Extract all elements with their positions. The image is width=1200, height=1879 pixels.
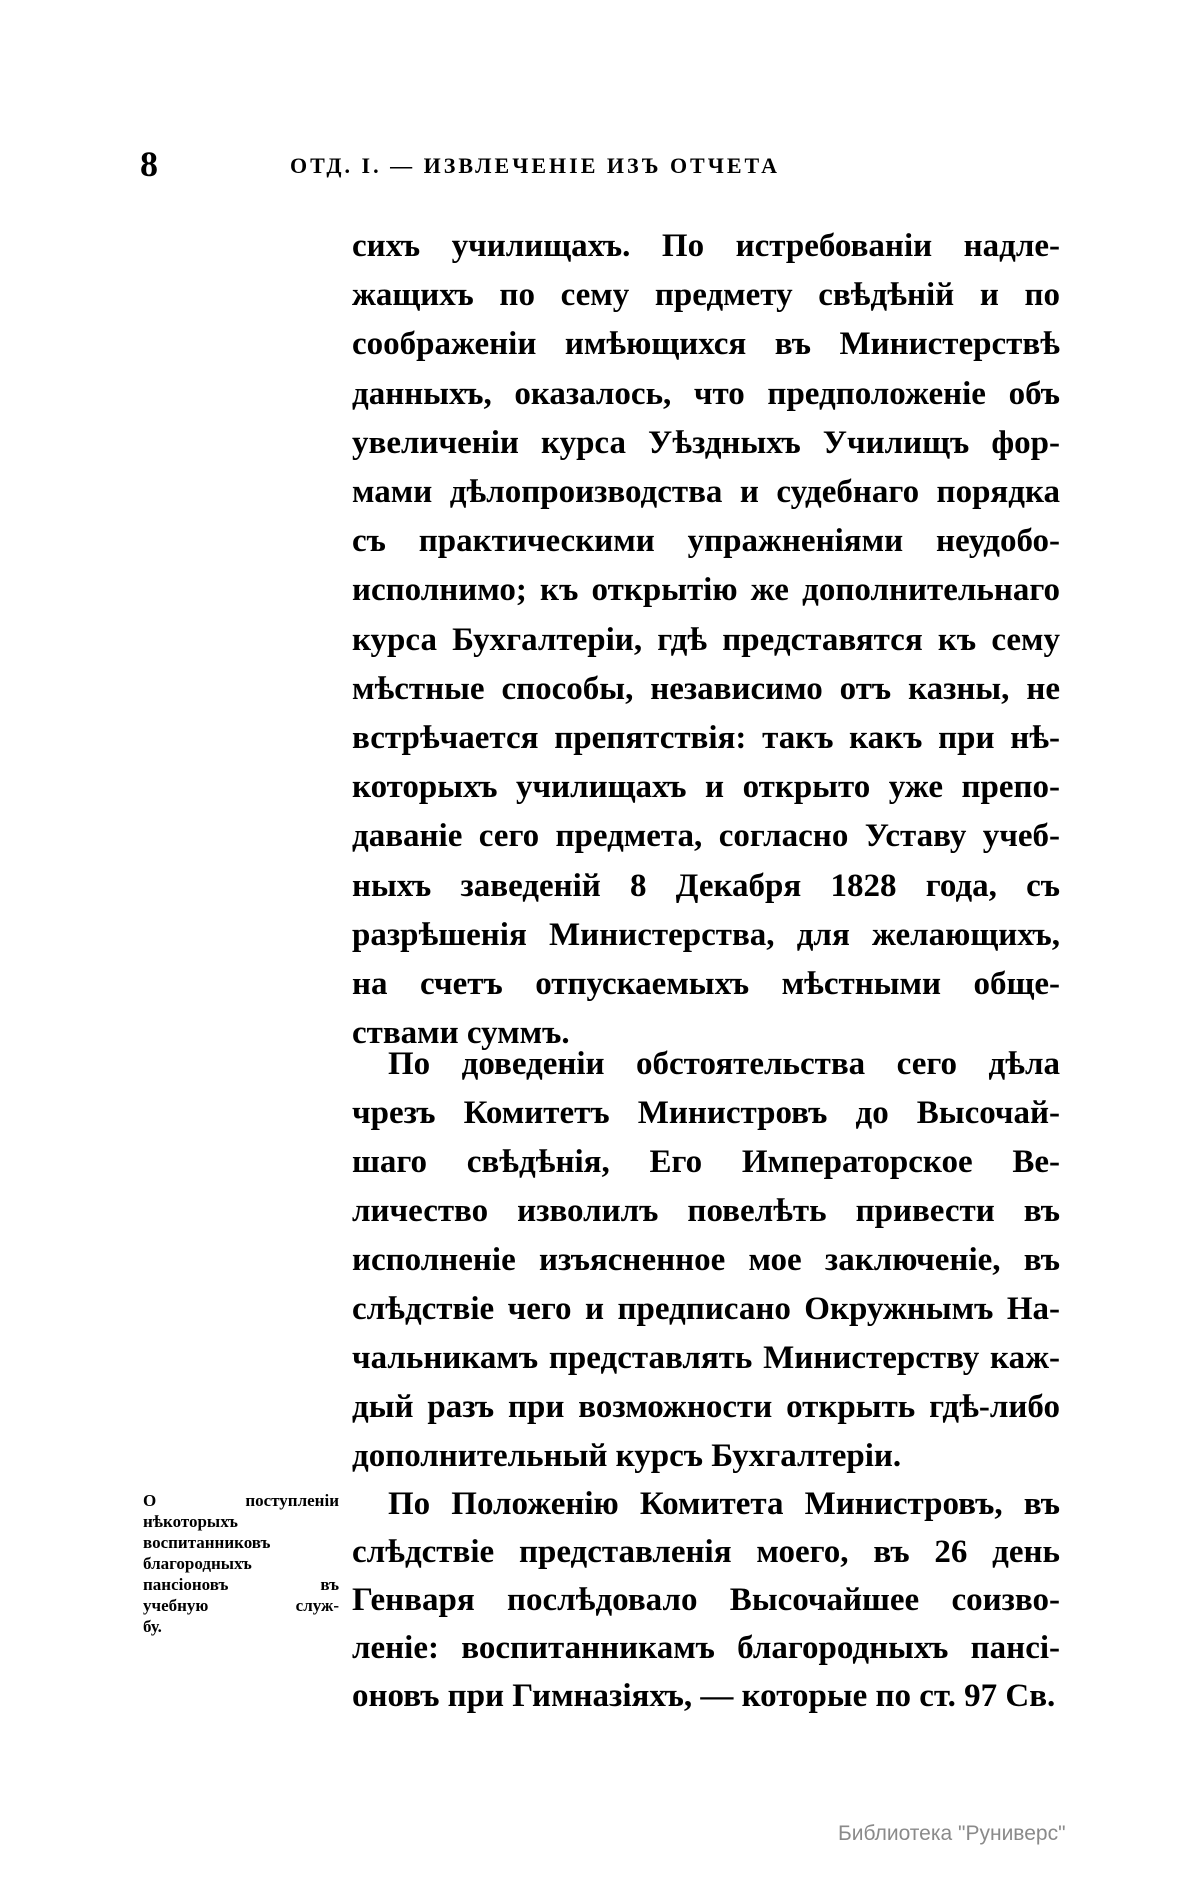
text-line: По доведеніи обстоятельства сего дѣла [388,1046,1060,1082]
text-line: По Положенію Комитета Министровъ, въ [388,1486,1060,1522]
text-line: встрѣчается препятствія: такъ какъ при нѣ- [352,720,1060,756]
text-line: данныхъ, оказалось, что предположеніе объ [352,375,1060,412]
running-title: ОТД. I. — ИЗВЛЕЧЕНІЕ ИЗЪ ОТЧЕТА [290,153,781,178]
page-number: 8 [140,144,158,184]
text-line: исполнимо; къ открытію же дополнительнаго [352,572,1060,609]
margin-note [143,1490,339,1637]
text-line: съ практическими упражненіями неудобо- [352,523,1060,560]
margin-note-line: благородныхъ [143,1554,252,1573]
text-line: увеличеніи курса Уѣздныхъ Училищъ фор- [352,424,1060,461]
text-line: даваніе сего предмета, согласно Уставу учеб- [352,818,1060,855]
text-line: разрѣшенія Министерства, для желающихъ, [352,916,1060,953]
text-line: мами дѣлопроизводства и судебнаго порядка [352,474,1060,510]
margin-note-line: бу. [143,1617,162,1636]
text-line: курса Бухгалтеріи, гдѣ представятся къ сему [352,621,1060,658]
margin-note-line: О поступленіи [143,1491,339,1510]
text-line: оновъ при Гимназіяхъ, — которые по ст. 97 Св. [352,1678,1056,1714]
text-line: слѣдствіе чего и предписано Окружнымъ На- [352,1291,1060,1327]
text-line: мѣстные способы, независимо отъ казны, не [352,670,1060,707]
text-line: ныхъ заведеній 8 Декабря 1828 года, съ [352,867,1060,904]
text-line: сихъ училищахъ. По истребованіи надле- [352,228,1060,264]
text-line: которыхъ училищахъ и открыто уже препо- [352,769,1060,806]
text-line: ствами суммъ. [352,1015,570,1052]
text-line: Генваря послѣдовало Высочайшее соизво- [352,1582,1060,1618]
text-line: леніе: воспитанникамъ благородныхъ пансі- [352,1630,1060,1666]
text-line: дополнительный курсъ Бухгалтеріи. [352,1438,902,1474]
text-line: исполненіе изъясненное мое заключеніе, въ [352,1242,1060,1278]
text-line: на счетъ отпускаемыхъ мѣстными обще- [352,966,1060,1002]
text-line: шаго свѣдѣнія, Его Императорское Ве- [352,1144,1060,1180]
margin-note-line: воспитанниковъ [143,1533,271,1552]
text-line: слѣдствіе представленія моего, въ 26 день [352,1534,1060,1570]
text-line: дый разъ при возможности открыть гдѣ-либо [352,1389,1060,1425]
margin-note-line: учебную служ- [143,1596,339,1615]
text-line: чрезъ Комитетъ Министровъ до Высочай- [352,1095,1060,1131]
text-line: личество изволилъ повелѣть привести въ [352,1193,1060,1229]
margin-note-line: пансіоновъ въ [143,1575,339,1594]
library-watermark: Библиотека "Руниверс" [838,1822,1066,1845]
margin-note-line: нѣкоторыхъ [143,1512,238,1531]
text-line: соображеніи имѣющихся въ Министерствѣ [352,326,1060,363]
text-line: чальникамъ представлять Министерству каж- [352,1340,1060,1376]
text-line: жащихъ по сему предмету свѣдѣній и по [352,277,1060,314]
